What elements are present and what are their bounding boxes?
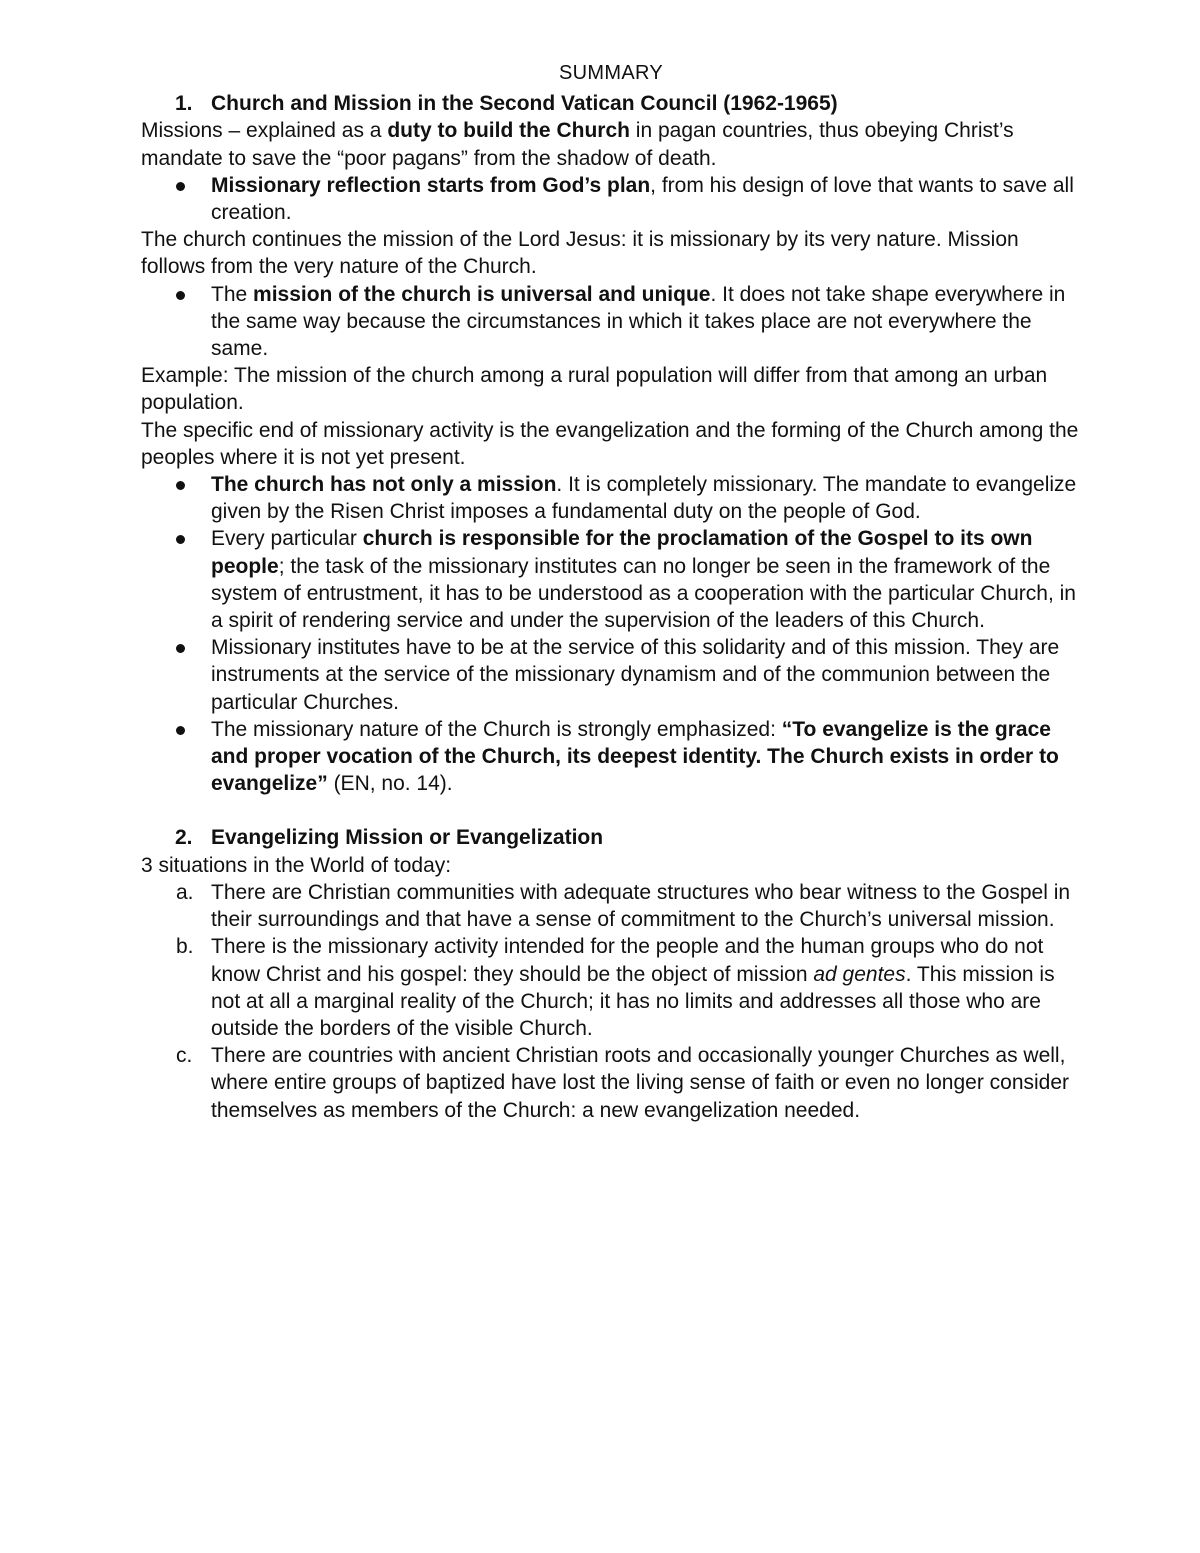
section-2-number: 2. (175, 826, 193, 850)
bullet-icon (176, 726, 185, 735)
bullet-icon (176, 644, 185, 653)
section-2-intro: 3 situations in the World of today: (141, 853, 452, 877)
section-spacer (141, 797, 1081, 824)
bullet-icon (176, 291, 185, 300)
section-1-heading (141, 90, 1081, 117)
paragraph-text: in pagan countries, thus obeying Christ’s mandate to save the “poor pagans” from the shadow of death. (141, 119, 1014, 170)
bullet-text: The missionary nature of the Church is strongly emphasized: (211, 717, 782, 741)
section-1-number: 1. (175, 92, 193, 116)
list-item (141, 1042, 1081, 1124)
section-2-heading (141, 824, 1081, 851)
bullet-item (141, 172, 1081, 226)
section-1-paragraph-4: The specific end of missionary activity is the evangelization and the forming of the Church among the peoples where it is not yet present. (141, 418, 1079, 469)
list-item-text: There is the missionary activity intended for the people and the human groups who do not know Christ and his gospel: they should be the object of mission (211, 935, 1044, 986)
bullet-item (141, 281, 1081, 363)
list-item-text: . This mission is not at all a marginal reality of the Church; it has no limits and addresses all those who are outside the borders of the visible Church. (211, 962, 1055, 1040)
bullet-item (141, 471, 1081, 525)
list-letter: b. (176, 935, 194, 959)
bullet-item (141, 525, 1081, 634)
bullet-text: Missionary institutes have to be at the service of this solidarity and of this mission. They are instruments at the service of the missionary dynamism and of the communion between the particular Churches. (211, 636, 1060, 714)
bullet-bold-text: mission of the church is universal and unique (253, 282, 711, 306)
section-1-paragraph-2: The church continues the mission of the Lord Jesus: it is missionary by its very nature. Mission follows from the very nature of the Church. (141, 228, 1019, 279)
bullet-icon (176, 481, 185, 490)
section-1-paragraph-1 (141, 117, 1081, 171)
bullet-item (141, 716, 1081, 798)
document-title: SUMMARY (559, 62, 663, 84)
bullet-bold-text: church is responsible for the proclamation of the Gospel to its own people (211, 527, 1033, 578)
section-1-paragraph-3: Example: The mission of the church among a rural population will differ from that among an urban population. (141, 364, 1048, 415)
list-letter: a. (176, 880, 194, 904)
bullet-text: . It does not take shape everywhere in the same way because the circumstances in which it takes place are not everywhere the same. (211, 282, 1066, 361)
section-2-heading-text: Evangelizing Mission or Evangelization (211, 826, 604, 850)
bullet-text: Every particular (211, 527, 363, 551)
bullet-text: The (211, 282, 254, 306)
list-letter: c. (176, 1044, 193, 1068)
paragraph-text: Missions – explained as a (141, 119, 388, 143)
bullet-icon (176, 182, 185, 191)
section-1-heading-text: Church and Mission in the Second Vatican Council (1962-1965) (211, 92, 838, 116)
list-item-text: There are countries with ancient Christian roots and occasionally younger Churches as well, where entire groups of baptized have lost the living sense of faith or even no longer consider themselves as members of the Church: a new evangelization needed. (211, 1044, 1070, 1122)
bullet-text: , from his design of love that wants to save all creation. (211, 173, 1074, 225)
bullet-bold-text: Missionary reflection starts from God’s plan (211, 173, 651, 197)
bullet-text: . It is completely missionary. The mandate to evangelize given by the Risen Christ imposes a fundamental duty on the people of God. (211, 473, 1077, 524)
bullet-bold-text: The church has not only a mission (211, 473, 557, 497)
paragraph-bold-text: duty to build the Church (387, 119, 630, 143)
bullet-text: ; the task of the missionary institutes can no longer be seen in the framework of the system of entrustment, it has to be understood as a cooperation with the particular Church, in a spirit of rendering service and under the supervision of the leaders of this Church. (211, 554, 1076, 633)
bullet-text: (EN, no. 14). (327, 772, 453, 796)
list-item (141, 933, 1081, 1042)
bullet-item (141, 634, 1081, 716)
list-item (141, 879, 1081, 933)
bullet-icon (176, 535, 185, 544)
list-item-italic-text: ad gentes (813, 962, 906, 986)
list-item-text: There are Christian communities with adequate structures who bear witness to the Gospel in their surroundings and that have a sense of commitment to the Church’s universal mission. (211, 880, 1071, 932)
bullet-bold-text: “To evangelize is the grace and proper vocation of the Church, its deepest identity. The Church exists in order to evangelize” (211, 717, 1059, 796)
document-page (141, 60, 1081, 1124)
